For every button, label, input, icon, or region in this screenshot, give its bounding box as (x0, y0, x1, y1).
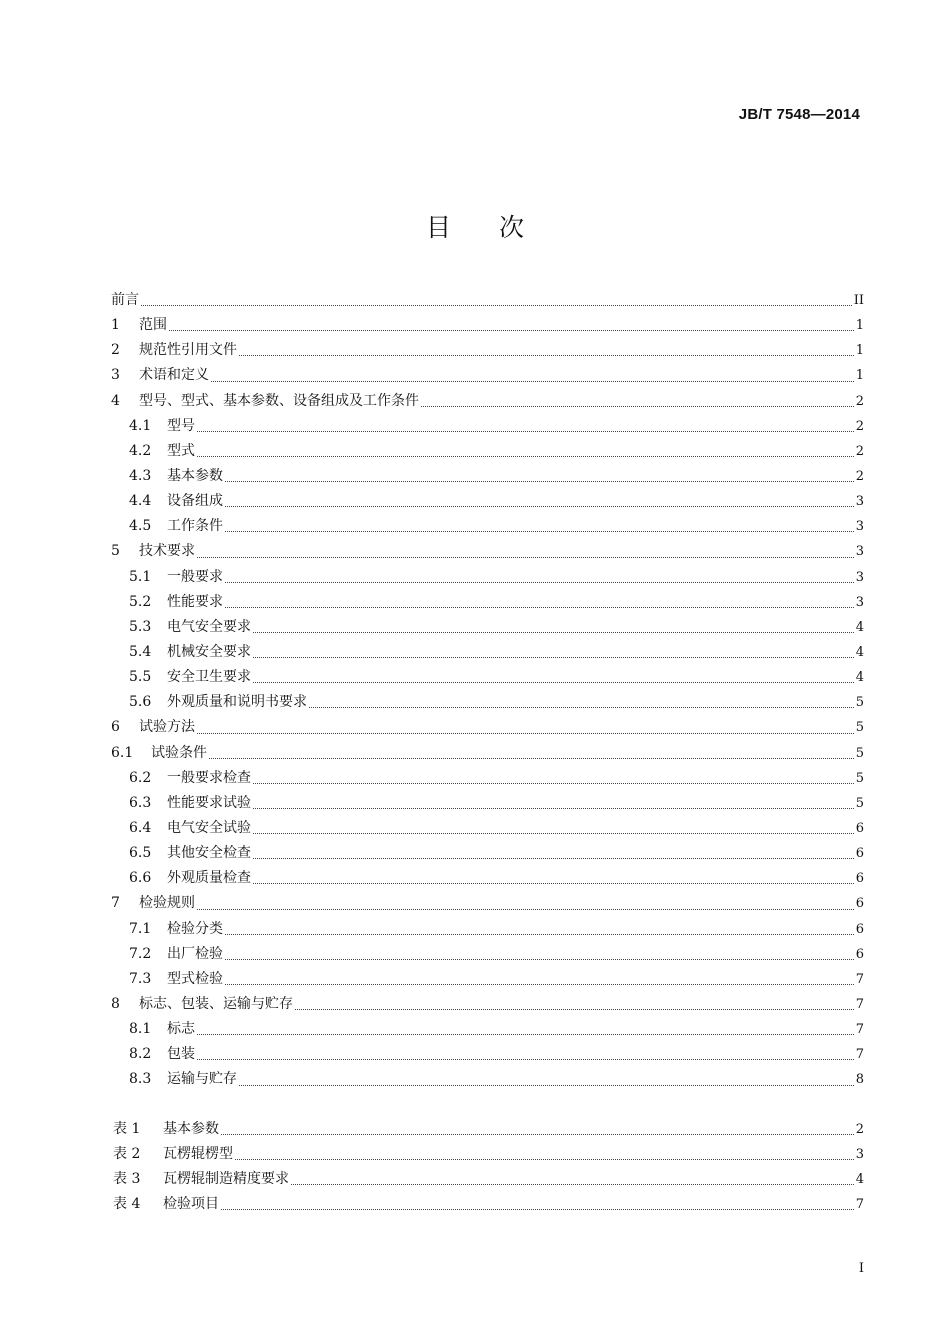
entry-number: 7 (111, 895, 120, 912)
toc-entry[interactable] (111, 1017, 864, 1042)
entry-title: 规范性引用文件 (139, 342, 237, 359)
toc-entries (111, 288, 864, 1093)
entry-title: 瓦楞辊楞型 (163, 1145, 233, 1162)
dot-leader (197, 455, 854, 457)
entry-page: 5 (855, 720, 864, 736)
entry-title: 性能要求试验 (167, 794, 251, 811)
dot-leader (225, 530, 854, 532)
entry-page: 5 (855, 745, 864, 761)
entry-number: 4.1 (129, 417, 152, 434)
dot-leader (309, 706, 854, 708)
entry-page: 7 (855, 1196, 864, 1212)
toc-entry[interactable] (111, 866, 864, 891)
toc-entry[interactable] (111, 565, 864, 590)
entry-page: 4 (855, 619, 864, 635)
entry-title: 型式检验 (167, 970, 223, 987)
entry-number: 5.1 (129, 568, 152, 585)
entry-number: 8.2 (129, 1046, 152, 1063)
dot-leader (197, 732, 854, 734)
entry-title: 一般要求 (167, 568, 223, 585)
entry-number: 7.3 (129, 970, 152, 987)
toc-entry[interactable] (111, 389, 864, 414)
entry-number: 8.3 (129, 1071, 152, 1088)
dot-leader (253, 807, 854, 809)
entry-number: 6.4 (129, 819, 152, 836)
entry-page: 6 (855, 846, 864, 862)
entry-number: 4.2 (129, 442, 152, 459)
dot-leader (235, 1158, 854, 1160)
entry-page: 4 (855, 644, 864, 660)
toc-entry[interactable] (111, 967, 864, 992)
toc-entry[interactable] (111, 992, 864, 1017)
entry-title: 包装 (167, 1046, 195, 1063)
dot-leader (239, 1084, 854, 1086)
entry-page: 5 (855, 695, 864, 711)
entry-number: 6.1 (111, 744, 134, 761)
entry-number: 6.3 (129, 794, 152, 811)
dot-leader (141, 304, 852, 306)
toc-entry[interactable] (111, 640, 864, 665)
entry-number: 表 3 (113, 1170, 141, 1187)
entry-number: 7.2 (129, 945, 152, 962)
entry-title: 试验方法 (139, 719, 195, 736)
entry-title: 性能要求 (167, 593, 223, 610)
toc-entry[interactable] (111, 816, 864, 841)
dot-leader (253, 656, 854, 658)
dot-leader (253, 782, 854, 784)
toc-entry[interactable] (111, 665, 864, 690)
toc-entry[interactable] (111, 439, 864, 464)
toc-entry[interactable] (111, 917, 864, 942)
entry-title: 工作条件 (167, 518, 223, 535)
entry-page: 6 (855, 946, 864, 962)
toc-entry[interactable] (111, 715, 864, 740)
entry-number: 4 (111, 392, 120, 409)
entry-number: 5 (111, 543, 120, 560)
entry-page: 3 (855, 569, 864, 585)
entry-number: 5.5 (129, 669, 152, 686)
entry-number: 6.2 (129, 769, 152, 786)
entry-page: 1 (855, 368, 864, 384)
page-title: 目次 (425, 213, 572, 242)
entry-title: 基本参数 (167, 467, 223, 484)
toc-entry[interactable] (111, 539, 864, 564)
entry-page: 3 (855, 494, 864, 510)
entry-page: 7 (855, 996, 864, 1012)
table-of-contents (111, 288, 864, 1217)
entry-number: 7.1 (129, 920, 152, 937)
entry-title: 电气安全试验 (167, 819, 251, 836)
dot-leader (225, 581, 854, 583)
entry-page: 6 (855, 921, 864, 937)
entry-number: 表 2 (113, 1145, 141, 1162)
dot-leader (211, 380, 854, 382)
entry-page: 2 (855, 468, 864, 484)
table-entry[interactable] (111, 1167, 864, 1192)
dot-leader (253, 681, 854, 683)
toc-entry[interactable] (111, 791, 864, 816)
dot-leader (225, 606, 854, 608)
toc-entry[interactable] (111, 514, 864, 539)
entry-number: 8.1 (129, 1021, 152, 1038)
dot-leader (253, 882, 854, 884)
dot-leader (253, 631, 854, 633)
entry-page: 1 (855, 343, 864, 359)
dot-leader (225, 958, 854, 960)
entry-page: 4 (855, 670, 864, 686)
dot-leader (221, 1133, 854, 1135)
page-number: I (858, 1261, 864, 1276)
dot-leader (209, 757, 854, 759)
toc-entry[interactable] (111, 690, 864, 715)
entry-page: 5 (855, 795, 864, 811)
entry-number: 5.6 (129, 694, 152, 711)
entry-page: 3 (855, 594, 864, 610)
entry-title: 电气安全要求 (167, 618, 251, 635)
entry-page: 1 (855, 318, 864, 334)
entry-number: 6.6 (129, 870, 152, 887)
entry-title: 设备组成 (167, 493, 223, 510)
dot-leader (225, 505, 854, 507)
entry-title: 术语和定义 (139, 367, 209, 384)
entry-number: 5.3 (129, 618, 152, 635)
entry-page: 3 (855, 544, 864, 560)
entry-page: II (853, 293, 864, 308)
entry-page: 2 (855, 418, 864, 434)
entry-number: 1 (111, 317, 120, 334)
entry-title: 瓦楞辊制造精度要求 (163, 1170, 289, 1187)
entry-page: 4 (855, 1171, 864, 1187)
dot-leader (221, 1208, 854, 1210)
toc-entry[interactable] (111, 338, 864, 363)
entry-title: 检验规则 (139, 895, 195, 912)
entry-title: 型号、型式、基本参数、设备组成及工作条件 (139, 392, 419, 409)
toc-entry[interactable] (111, 615, 864, 640)
entry-title: 检验项目 (163, 1195, 219, 1212)
entry-number: 3 (111, 367, 120, 384)
entry-page: 5 (855, 770, 864, 786)
entry-number: 表 4 (113, 1195, 141, 1212)
toc-entry[interactable] (111, 841, 864, 866)
toc-entry[interactable] (111, 1067, 864, 1092)
dot-leader (197, 430, 854, 432)
entry-page: 6 (855, 871, 864, 887)
entry-title: 机械安全要求 (167, 643, 251, 660)
entry-number: 4.4 (129, 493, 152, 510)
entry-page: 2 (855, 1121, 864, 1137)
entry-number: 5.4 (129, 643, 152, 660)
entry-number: 4.5 (129, 518, 152, 535)
entry-title: 试验条件 (151, 744, 207, 761)
dot-leader (197, 556, 854, 558)
entry-number: 5.2 (129, 593, 152, 610)
entry-title: 标志、包装、运输与贮存 (139, 995, 293, 1012)
dot-leader (295, 1008, 854, 1010)
entry-page: 3 (855, 519, 864, 535)
table-entry[interactable] (111, 1117, 864, 1142)
dot-leader (197, 1033, 854, 1035)
toc-entry[interactable] (111, 590, 864, 615)
entry-title: 基本参数 (163, 1120, 219, 1137)
entry-title: 外观质量和说明书要求 (167, 694, 307, 711)
dot-leader (239, 354, 854, 356)
entry-number: 6 (111, 719, 120, 736)
toc-entry[interactable] (111, 942, 864, 967)
entry-title: 技术要求 (139, 543, 195, 560)
toc-entry[interactable] (111, 414, 864, 439)
toc-entry[interactable] (111, 363, 864, 388)
entry-page: 8 (855, 1072, 864, 1088)
entry-page: 6 (855, 896, 864, 912)
entry-title: 检验分类 (167, 920, 223, 937)
entry-page: 7 (855, 1022, 864, 1038)
entry-page: 6 (855, 820, 864, 836)
entry-title: 其他安全检查 (167, 845, 251, 862)
dot-leader (291, 1183, 854, 1185)
standard-code: JB/T 7548—2014 (738, 106, 860, 123)
entry-page: 2 (855, 393, 864, 409)
entry-number: 6.5 (129, 845, 152, 862)
table-entry[interactable] (111, 1192, 864, 1217)
table-entry[interactable] (111, 1142, 864, 1167)
dot-leader (421, 405, 854, 407)
entry-number: 8 (111, 995, 120, 1012)
entry-title: 前言 (111, 292, 139, 308)
toc-entry[interactable] (111, 489, 864, 514)
dot-leader (225, 480, 854, 482)
entry-page: 7 (855, 971, 864, 987)
entry-title: 标志 (167, 1021, 195, 1038)
entry-number: 表 1 (113, 1120, 141, 1137)
entry-title: 安全卫生要求 (167, 669, 251, 686)
entry-number: 4.3 (129, 467, 152, 484)
dot-leader (225, 983, 854, 985)
entry-title: 型号 (167, 417, 195, 434)
dot-leader (225, 933, 854, 935)
toc-entry[interactable] (111, 891, 864, 916)
toc-entry[interactable] (111, 288, 864, 313)
toc-gap (111, 1093, 864, 1117)
dot-leader (197, 908, 854, 910)
dot-leader (169, 329, 854, 331)
entry-title: 一般要求检查 (167, 769, 251, 786)
entry-title: 出厂检验 (167, 945, 223, 962)
entry-page: 7 (855, 1047, 864, 1063)
table-list (111, 1117, 864, 1218)
dot-leader (197, 1058, 854, 1060)
toc-entry[interactable] (111, 464, 864, 489)
entry-page: 2 (855, 443, 864, 459)
toc-entry[interactable] (111, 1042, 864, 1067)
dot-leader (253, 857, 854, 859)
toc-entry[interactable] (111, 741, 864, 766)
entry-title: 范围 (139, 317, 167, 334)
entry-title: 运输与贮存 (167, 1071, 237, 1088)
entry-title: 型式 (167, 442, 195, 459)
toc-entry[interactable] (111, 313, 864, 338)
toc-entry[interactable] (111, 766, 864, 791)
entry-title: 外观质量检查 (167, 870, 251, 887)
dot-leader (253, 832, 854, 834)
entry-page: 3 (855, 1146, 864, 1162)
entry-number: 2 (111, 342, 120, 359)
